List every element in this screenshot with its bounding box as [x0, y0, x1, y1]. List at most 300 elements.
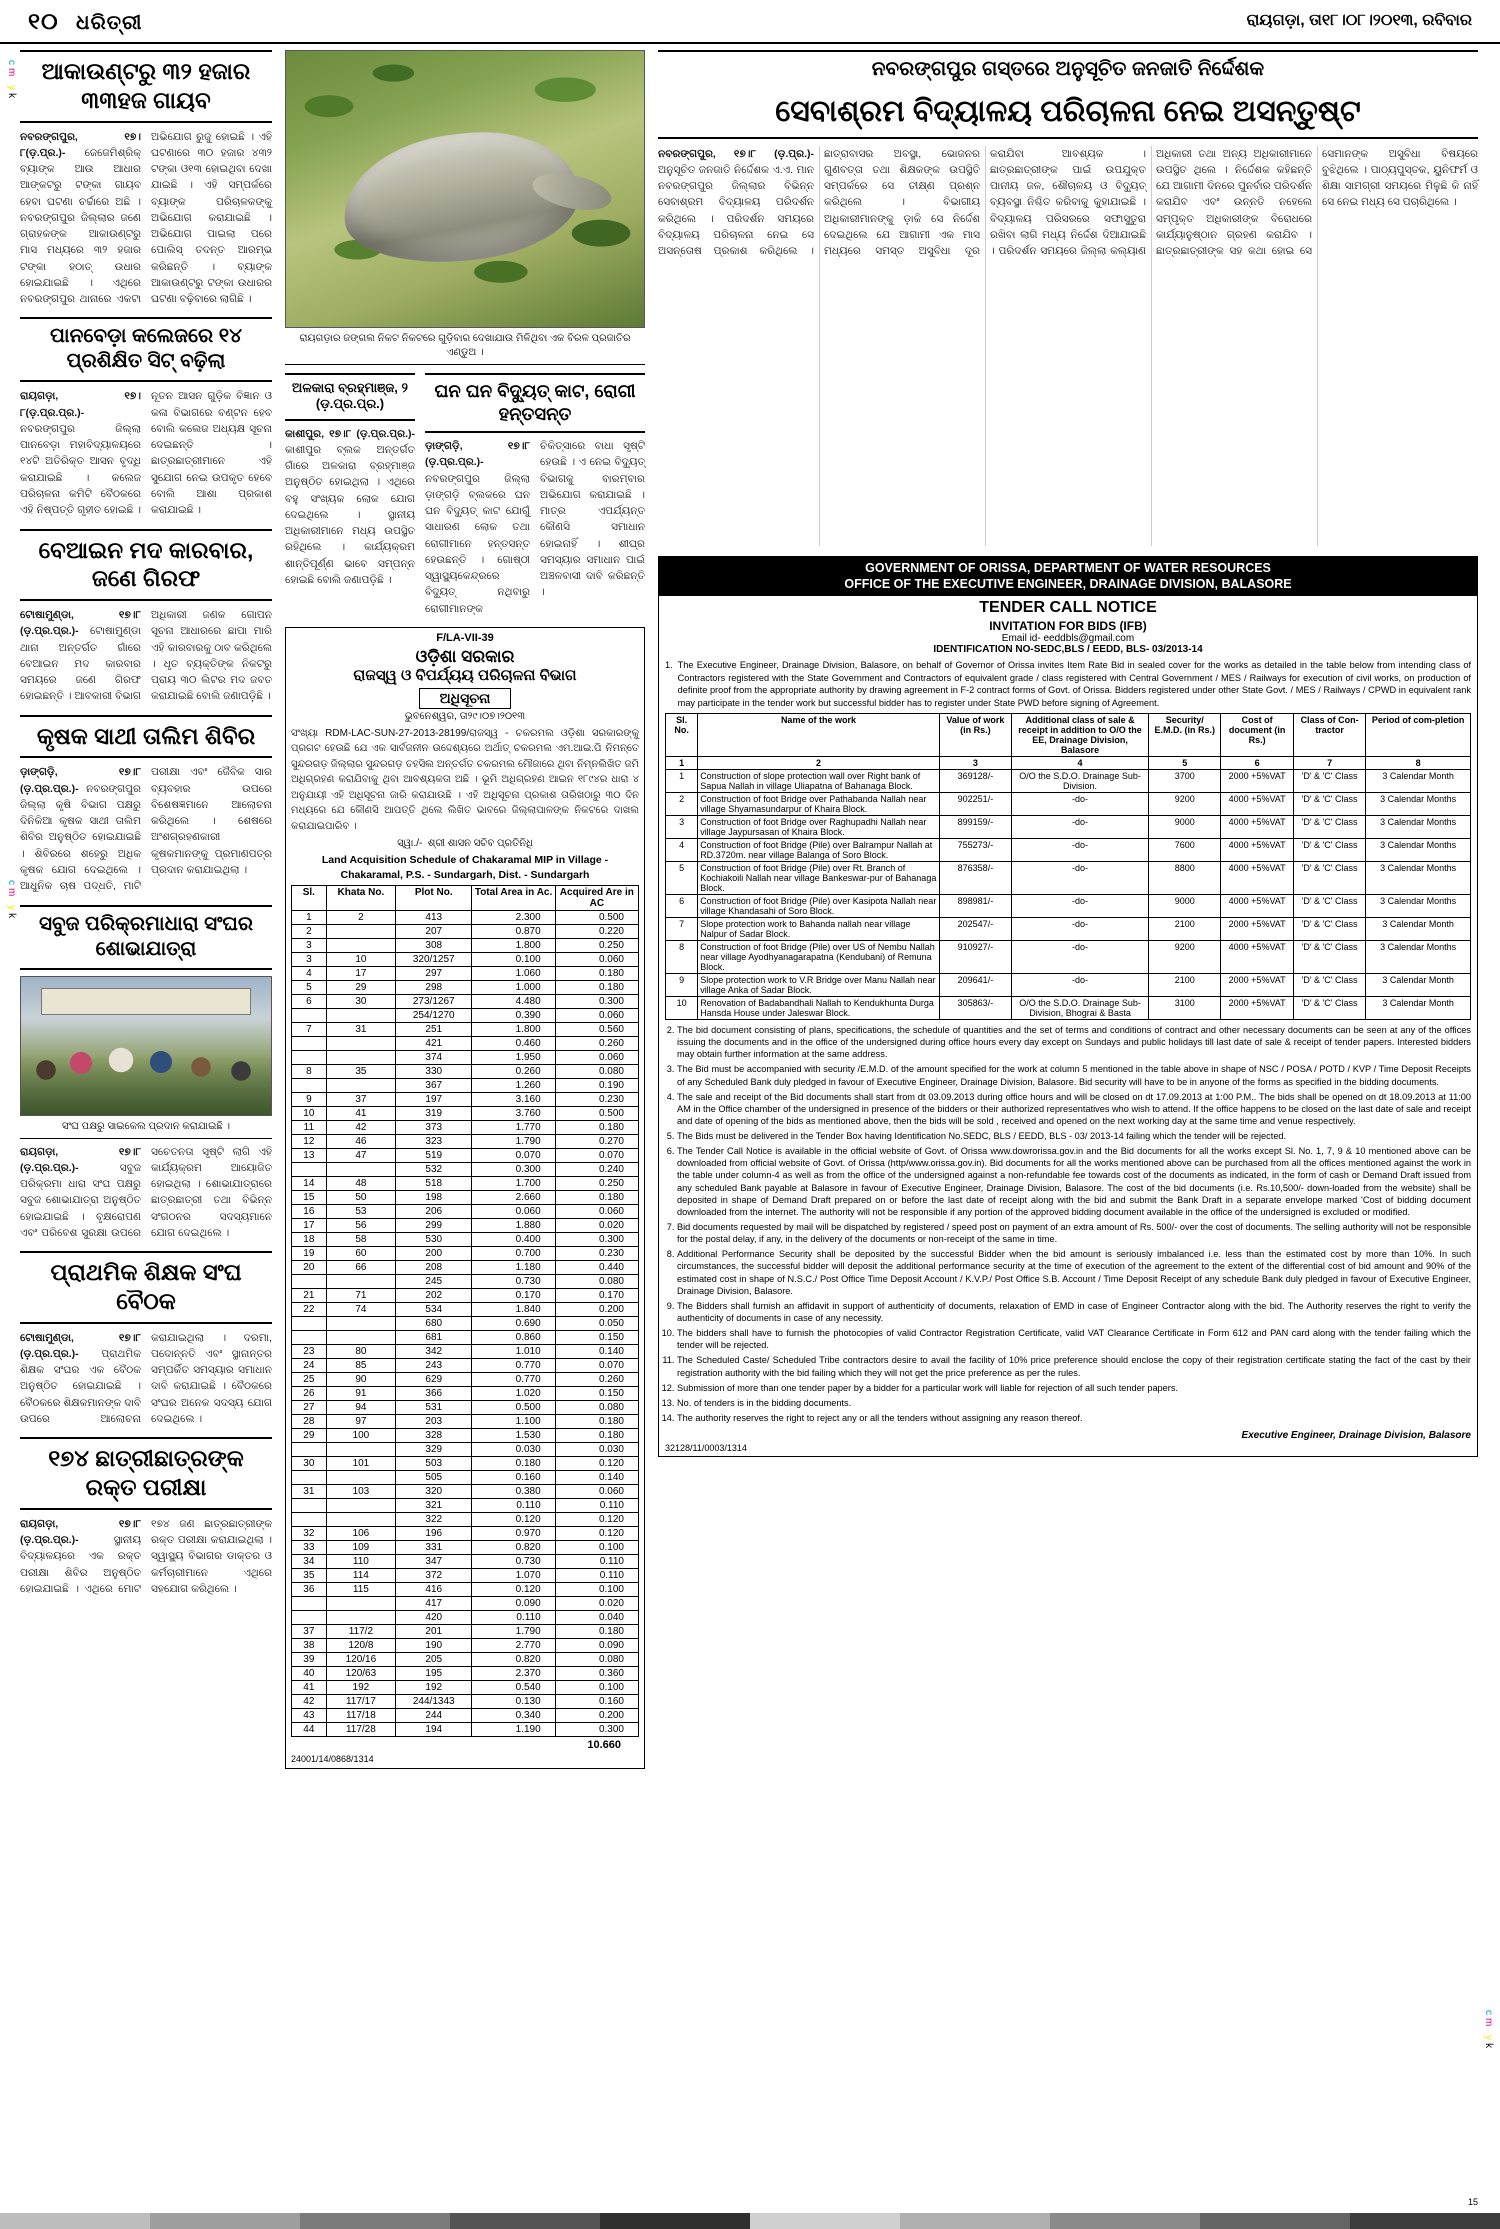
land-cell	[292, 1316, 327, 1330]
tender-subtitle: INVITATION FOR BIDS (IFB)	[989, 619, 1147, 634]
land-cell: 29	[292, 1428, 327, 1442]
ttn-2: 3	[939, 756, 1011, 769]
tender-cell: 202547/-	[939, 917, 1011, 940]
col2-story1-headline: ଅଳକାରା ବ୍ରହ୍ମାଞ୍ଜ, ୨ (ଡ଼.ପ୍ର.ପ୍ର.)	[285, 373, 415, 421]
tender-intro-row	[659, 659, 1477, 713]
table-row	[666, 973, 1471, 996]
tender-table-header-row	[666, 713, 1471, 756]
table-row	[292, 1148, 639, 1162]
land-cell	[326, 1316, 395, 1330]
table-row	[666, 792, 1471, 815]
chameleon-photo-caption: ରାୟଗଡ଼ାର ଜଙ୍ଗଲ ନିକଟ ନିକଟରେ ଗୁଡ଼ିବାର ଦେଖାଯାଉ ମିଳିଥିବା ଏକ ବିରଳ ପ୍ରଜାତିର ଏଣ୍ଡୁଅ ।	[285, 328, 645, 365]
table-row	[666, 940, 1471, 973]
table-row	[292, 1134, 639, 1148]
land-cell: 1.060	[472, 966, 555, 980]
story2-dateline: ରାୟଗଡ଼ା, ୧୭।୮(ଡ଼.ପ୍ର.ପ୍ର.)-	[20, 390, 141, 419]
column-1	[20, 50, 272, 1597]
land-cell: 0.110	[472, 1610, 555, 1624]
story4-body	[20, 764, 272, 894]
land-cell	[326, 1078, 395, 1092]
table-row	[292, 1022, 639, 1036]
tender-title: TENDER CALL NOTICE	[979, 599, 1157, 617]
land-cell: 321	[396, 1498, 472, 1512]
land-cell: 56	[326, 1218, 395, 1232]
tender-cell: Construction of foot Bridge over Raghupadhi Nallah near village Jaypursasan of Khaira Block.	[698, 815, 940, 838]
land-cell: 0.020	[555, 1218, 638, 1232]
land-cell	[326, 924, 395, 938]
tender-cell: 876358/-	[939, 861, 1011, 894]
land-cell: 1.260	[472, 1078, 555, 1092]
land-cell: 12	[292, 1134, 327, 1148]
land-cell: 372	[396, 1568, 472, 1582]
land-cell: 190	[396, 1638, 472, 1652]
land-cell: 0.730	[472, 1554, 555, 1568]
col3-body	[658, 146, 1478, 546]
tt-col-7: Period of com-pletion	[1366, 713, 1471, 756]
land-cell: 0.540	[472, 1680, 555, 1694]
land-cell: 417	[396, 1596, 472, 1610]
story6-text: ପ୍ରାଥମିକ ଶିକ୍ଷକ ସଂଘର ଏକ ବୈଠକ ଅନୁଷ୍ଠିତ ହୋଇଯାଇଛି । ବୈଠକରେ ଶିକ୍ଷକମାନଙ୍କ ଦାବି ଉପରେ ଆଲୋଚନା କରାଯାଇଥିଲା । ଦରମା, ପଦୋନ୍ନତି ଏବଂ ସ୍ଥାନାନ୍ତର ସମ୍ପର୍କିତ ସମସ୍ୟାର ସମାଧାନ ଦାବି କରାଯାଇଛି । ବୈଠକରେ ସଂଘର ଅନେକ ସଦସ୍ୟ ଯୋଗ ଦେଇଥିଲେ ।	[20, 1331, 272, 1425]
land-cell: 71	[326, 1288, 395, 1302]
land-cell: 28	[292, 1414, 327, 1428]
land-cell: 0.180	[555, 1428, 638, 1442]
tender-cell: 'D' & 'C' Class	[1293, 894, 1365, 917]
table-row	[292, 1680, 639, 1694]
land-cell	[292, 1274, 327, 1288]
land-cell: 0.820	[472, 1652, 555, 1666]
tender-cell: O/O the S.D.O. Drainage Sub-Division, Bhograi & Basta	[1012, 996, 1149, 1019]
table-row	[292, 1092, 639, 1106]
land-cell: 90	[326, 1372, 395, 1386]
tender-cell: 'D' & 'C' Class	[1293, 815, 1365, 838]
tender-cell: 3 Calendar Months	[1366, 792, 1471, 815]
land-cell: 0.150	[555, 1386, 638, 1400]
land-cell: 1.020	[472, 1386, 555, 1400]
land-cell: 329	[396, 1442, 472, 1456]
land-cell: 42	[326, 1120, 395, 1134]
table-row	[292, 1232, 639, 1246]
story5-body	[20, 1138, 272, 1242]
land-cell: 194	[396, 1722, 472, 1736]
land-cell: 15	[292, 1190, 327, 1204]
col2-story1	[285, 373, 415, 617]
land-cell: 323	[396, 1134, 472, 1148]
land-cell: 36	[292, 1582, 327, 1596]
tender-signature: Executive Engineer, Drainage Division, Balasore	[1241, 1430, 1471, 1442]
land-cell: 416	[396, 1582, 472, 1596]
tender-cell: -do-	[1012, 940, 1149, 973]
table-row	[292, 1414, 639, 1428]
land-cell: 22	[292, 1302, 327, 1316]
land-body: ସଂଖ୍ୟା RDM-LAC-SUN-27-2013-28199/ରାଜସ୍ୱ - ଚକରମଲ ଓଡ଼ିଶା ସରକାରଙ୍କୁ ପ୍ରଗଟ ହେଉଛି ଯେ ଏକ ସାର୍ବଜନୀନ ଉଦ୍ଦେଶ୍ୟରେ ଅର୍ଥାତ୍ ଚକରମଲ ଏମ.ଆଇ.ପି ନିମନ୍ତେ ସୁନ୍ଦରଗଡ଼ ଜିଲ୍ଲାର ସୁନ୍ଦରଗଡ଼ ତହସିଲ ଅନ୍ତର୍ଗତ ଚକରମଲ ମୌଜାରେ ଥିବା ନିମ୍ନଲିଖିତ ଜମି ଅଧିଗ୍ରହଣ କରାଯିବାକୁ ଥିବା ଆବଶ୍ୟକତା ଅଛି । ଭୂମି ଅଧିଗ୍ରହଣ ଆଇନ ୧୮୯୪ର ଧାରା ୪ ଅନୁଯାୟୀ ଏହି ଅଧିସୂଚନା ଜାରି କରାଯାଉଛି । ଏହି ଅଧିସୂଚନା ପ୍ରକାଶ ତାରିଖଠାରୁ ୩୦ ଦିନ ମଧ୍ୟରେ ଯେ କୌଣସି ଆପତ୍ତି ଥିଲେ ଲିଖିତ ଭାବରେ ଜିଲ୍ଲାପାଳଙ୍କ ନିକଟରେ ଦାଖଲ କରାଯାଇପାରିବ ।	[291, 727, 639, 832]
land-cell: 367	[396, 1078, 472, 1092]
land-cell	[292, 1498, 327, 1512]
col3-para4: ଛାତ୍ରଛାତ୍ରୀଙ୍କ ସହ କଥା ହୋଇ ସେ ସେମାନଙ୍କ ଅସୁବିଧା ବିଷୟରେ ବୁଝିଥିଲେ । ପାଠ୍ୟପୁସ୍ତକ, ୟୁନିଫର୍ମ ଓ ଶିକ୍ଷା ସାମଗ୍ରୀ ସମୟରେ ମିଳୁଛି କି ନାହିଁ ସେ ନେଇ ମଧ୍ୟ ସେ ପଚାରିଥିଲେ ।	[1156, 147, 1478, 258]
land-cell: 420	[396, 1610, 472, 1624]
tender-code: 32128/11/0003/1314	[665, 1443, 747, 1454]
land-cell: 1.100	[472, 1414, 555, 1428]
tender-cell: 8	[666, 940, 698, 973]
land-cell: 3.160	[472, 1092, 555, 1106]
land-cell: 0.770	[472, 1372, 555, 1386]
land-cell: 19	[292, 1246, 327, 1260]
land-cell: 58	[326, 1232, 395, 1246]
table-row	[292, 1106, 639, 1120]
land-cell: 201	[396, 1624, 472, 1638]
land-cell: 0.260	[555, 1036, 638, 1050]
land-cell: 299	[396, 1218, 472, 1232]
lt-col-2: Plot No.	[396, 885, 472, 910]
table-row	[292, 1036, 639, 1050]
land-cell: 0.100	[555, 1582, 638, 1596]
ttn-1: 2	[698, 756, 940, 769]
story7-body	[20, 1516, 272, 1597]
tt-col-4: Security/ E.M.D. (in Rs.)	[1148, 713, 1220, 756]
tender-header	[659, 557, 1477, 597]
table-row	[292, 1162, 639, 1176]
col2-story2	[425, 373, 645, 617]
col3-para1: ଅନୁସୂଚିତ ଜନଜାତି ନିର୍ଦ୍ଦେଶକ ଏ.ଏ. ମାନ ନବରଙ୍ଗପୁର ଜିଲ୍ଲାର ବିଭିନ୍ନ ସେବାଶ୍ରମ ବିଦ୍ୟାଳୟ ପରିଦର୍ଶନ କରିଥିଲେ । ପରିଦର୍ଶନ ସମୟରେ ବିଦ୍ୟାଳୟ ପରିଚାଳନା ନେଇ ସେ ଅସନ୍ତୋଷ ପ୍ରକାଶ କରିଥିଲେ । ଛାତ୍ରାବାସର ଅବସ୍ଥା, ଭୋଜନର ଗୁଣବତ୍ତା ତଥା ଶିକ୍ଷକଙ୍କ ଉପସ୍ଥିତି ସମ୍ପର୍କରେ ସେ ତୀକ୍ଷ୍ଣ ପ୍ରଶ୍ନ କରିଥିଲେ ।	[658, 147, 980, 258]
tender-cell: 2000 +5%VAT	[1221, 917, 1293, 940]
tender-cell: 3700	[1148, 769, 1220, 792]
land-cell: 0.050	[555, 1316, 638, 1330]
land-cell	[292, 1050, 327, 1064]
cmyk-mark-left: cm yk	[6, 60, 17, 102]
land-cell: 297	[396, 966, 472, 980]
land-cell: 366	[396, 1386, 472, 1400]
land-cell: 0.090	[555, 1638, 638, 1652]
land-cell: 328	[396, 1428, 472, 1442]
land-cell	[292, 1078, 327, 1092]
land-cell: 413	[396, 910, 472, 924]
land-cell: 1.530	[472, 1428, 555, 1442]
tender-cell: -do-	[1012, 917, 1149, 940]
tender-cell: 9000	[1148, 815, 1220, 838]
tender-cell: 305863/-	[939, 996, 1011, 1019]
story2-text: ନବରଙ୍ଗପୁର ଜିଲ୍ଲା ପାନବେଡ଼ା ମହାବିଦ୍ୟାଳୟରେ ୧୪ଟି ଅତିରିକ୍ତ ଆସନ ବୃଦ୍ଧି କରାଯାଇଛି । କଲେଜ ପରିଚାଳନା କମିଟି ବୈଠକରେ ଏହି ନିଷ୍ପତ୍ତି ଗୃହୀତ ହୋଇଛି । ନୂତନ ଆସନ ଗୁଡ଼ିକ ବିଜ୍ଞାନ ଓ କଳା ବିଭାଗରେ ବଣ୍ଟନ ହେବ ବୋଲି କଲେଜ ଅଧ୍ୟକ୍ଷ ସୂଚନା ଦେଇଛନ୍ତି । ଛାତ୍ରଛାତ୍ରୀମାନେ ଏହି ସୁଯୋଗ ନେଇ ଉପକୃତ ହେବେ ବୋଲି ଆଶା ପ୍ରକାଶ କରାଯାଇଛି ।	[20, 390, 272, 517]
land-cell: 9	[292, 1092, 327, 1106]
tt-col-0: Sl. No.	[666, 713, 698, 756]
land-cell: 0.270	[555, 1134, 638, 1148]
land-cell: 60	[326, 1246, 395, 1260]
table-row	[292, 1582, 639, 1596]
land-cell: 0.080	[555, 1274, 638, 1288]
tender-term: 8. Additional Performance Security shall be deposited by the successful Bidder when the bid amount is seriously imbalanced i.e. less than the estimated cost by more than 10%. In such circumstances, the successful bidder will deposit the additional performance security at the time of execution of the agreement to the extent of the differential cost of bid amount and 90% of the estimated cost in shape of N.S.C./ Post Office Time Deposit Account / K.V.P./ Post Office S.B. Account / Time Deposit Receipt of any schedule Bank duly pledged in favour of Executive Engineer, Drainage Division, Balasore.	[677, 1248, 1471, 1297]
land-cell: 0.340	[472, 1708, 555, 1722]
land-cell: 35	[326, 1064, 395, 1078]
ttn-0: 1	[666, 756, 698, 769]
tt-col-6: Class of Con-tractor	[1293, 713, 1365, 756]
land-cell: 103	[326, 1484, 395, 1498]
land-cell: 0.100	[555, 1680, 638, 1694]
tender-cell: 6	[666, 894, 698, 917]
story3-headline: ବେଆଇନ ମଦ କାରବାର, ଜଣେ ଗିରଫ	[20, 529, 272, 602]
story4-dateline: ଡ଼ାଙ୍ଗଡ଼ି, ୧୭।୮ (ଡ଼.ପ୍ର.ପ୍ର.)-	[20, 766, 141, 795]
tender-header-line2: OFFICE OF THE EXECUTIVE ENGINEER, DRAINAGE DIVISION, BALASORE	[844, 577, 1292, 592]
tender-cell: 8800	[1148, 861, 1220, 894]
land-cell: 39	[292, 1652, 327, 1666]
land-cell: 0.150	[555, 1330, 638, 1344]
land-cell	[292, 1610, 327, 1624]
tender-cell: 3 Calendar Month	[1366, 769, 1471, 792]
land-cell	[326, 1498, 395, 1512]
land-cell: 14	[292, 1176, 327, 1190]
table-row	[666, 838, 1471, 861]
story1-dateline: ନବରଙ୍ଗପୁର, ୧୭।୮(ଡ଼.ପ୍ର.)-	[20, 130, 141, 159]
land-cell: 0.200	[555, 1708, 638, 1722]
land-cell: 25	[292, 1372, 327, 1386]
tender-term: 11. The Scheduled Caste/ Scheduled Tribe contractors desire to avail the facility of 10% price preference should enclose the copy of their registration certificate stating the fact of the cast by their registration authority with the bid failing which they will not get the price preference as per the rules.	[677, 1354, 1471, 1378]
tender-cell: 4000 +5%VAT	[1221, 894, 1293, 917]
land-cell: 0.200	[555, 1302, 638, 1316]
table-row	[292, 1638, 639, 1652]
tender-term: 7. Bid documents requested by mail will be dispatched by registered / speed post on payment of an extra amount of Rs. 500/- over the cost of documents. The selling authority will not be responsible for the postal delay, if any, in the delivery of the documents or non-receipt of the same in time.	[677, 1221, 1471, 1245]
table-row	[292, 1078, 639, 1092]
land-cell: 196	[396, 1526, 472, 1540]
land-cell: 101	[326, 1456, 395, 1470]
land-cell: 200	[396, 1246, 472, 1260]
table-row	[292, 1176, 639, 1190]
land-cell: 373	[396, 1120, 472, 1134]
tender-cell: Slope protection work to Bahanda nallah near village Nalpur of Sadar Block.	[698, 917, 940, 940]
ttn-6: 7	[1293, 756, 1365, 769]
story1-text: ଜେଜେମିଶ୍ରିକ୍ ବ୍ୟାଙ୍କ ଆଉ ଆଧାର ଆଙ୍କଟରୁ ଟଙ୍କା ଗାୟବ ହେବା ଘଟଣା ଚର୍ଚ୍ଚାରେ ଅଛି । ନବରଙ୍ଗପୁର ଜିଲ୍ଲାର ଜଣେ ଗ୍ରାହକଙ୍କ ଆକାଉଣ୍ଟରୁ ମାସ ମଧ୍ୟରେ ୩୨ ହଜାର ଟଙ୍କା ହଠାତ୍ ଉଧାର ହୋଇଯାଇଛି । ଏଥିରେ ନବରଙ୍ଗପୁର ଥାନାରେ ଏକଟା ଅଭିଯୋଗ ରୁଜୁ ହୋଇଛି । ଏହି ଘଟଣାରେ ୩୦ ହଜାର ୪୩୨ ଟଙ୍କା ଓ୧୩ ହୋଇଥିବା ଦେଖା ଯାଇଛି । ଏହି ସମ୍ପର୍କରେ ବ୍ୟାଙ୍କ ପରିଚାଳକଙ୍କୁ ଅଭିଯୋଗ କରାଯାଇଛି । ଅଭିଯୋଗ ପାଇଲା ପରେ ପୋଲିସ୍ ତଦନ୍ତ ଆରମ୍ଭ କରିଛନ୍ତି । ବ୍ୟାଙ୍କ ଆକାଉଣ୍ଟରୁ ଟଙ୍କା ଉଧାରର ଘଟଣା ବଢ଼ିବାରେ ଲାଗିଛି ।	[20, 130, 272, 306]
tender-cell: Construction of foot Bridge (Pile) over Kasipota Nallah near village Khandasahi of Soro Block.	[698, 894, 940, 917]
col2-story2-headline: ଘନ ଘନ ବିଦ୍ୟୁତ୍ କାଟ, ରୋଗୀ ହନ୍ତସନ୍ତ	[425, 373, 645, 433]
col2-story2-body	[425, 438, 645, 617]
tender-title-block	[659, 596, 1477, 659]
table-row	[292, 1498, 639, 1512]
story3-text: ଟୋଷାମୁଣ୍ଡା ଥାନା ଅନ୍ତର୍ଗତ ଗାଁରେ ବେଆଇନ ମଦ କାରବାର ସମୟରେ ଜଣେ ଗିରଫ ହୋଇଛନ୍ତି । ଆବକାରୀ ବିଭାଗ ଅଧିକାରୀ ଜଣକ ଗୋପନ ସୂଚନା ଆଧାରରେ ଛାପା ମାରି ଏହି କାରବାରକୁ ଠାବ କରିଥିଲେ । ଧୃତ ବ୍ୟକ୍ତିଙ୍କ ନିକଟରୁ ପ୍ରାୟ ୩୦ ଲିଟର ମଦ ଜବତ କରାଯାଇଛି ବୋଲି ଜଣାପଡ଼ିଛି ।	[20, 609, 272, 703]
tender-cell: 4000 +5%VAT	[1221, 861, 1293, 894]
column-2	[285, 50, 645, 1769]
table-row	[292, 1596, 639, 1610]
land-cell: 0.180	[555, 1414, 638, 1428]
table-row	[292, 980, 639, 994]
land-cell: 0.180	[555, 1120, 638, 1134]
table-row	[292, 1400, 639, 1414]
land-cell	[326, 1610, 395, 1624]
land-cell: 0.100	[555, 1540, 638, 1554]
land-cell: 1.800	[472, 1022, 555, 1036]
tender-cell: -do-	[1012, 815, 1149, 838]
land-cell	[292, 1330, 327, 1344]
land-cell: 0.380	[472, 1484, 555, 1498]
story4-headline: କୃଷକ ସାଥୀ ତାଲିମ ଶିବିର	[20, 715, 272, 759]
tender-cell: Construction of foot Bridge over Pathabanda Nallah near village Shyamasundarpur of Khaira Block.	[698, 792, 940, 815]
table-row	[292, 1484, 639, 1498]
tender-cell: 2000 +5%VAT	[1221, 973, 1293, 996]
tender-cell: -do-	[1012, 792, 1149, 815]
tender-works-table	[665, 713, 1471, 1020]
land-cell: 6	[292, 994, 327, 1008]
land-cell: 4	[292, 966, 327, 980]
tender-cell: 9000	[1148, 894, 1220, 917]
land-cell: 30	[326, 994, 395, 1008]
story5-dateline: ରାୟଗଡ଼ା, ୧୭।୮ (ଡ଼.ପ୍ର.ପ୍ର.)-	[20, 1145, 141, 1174]
tender-cell: 2100	[1148, 973, 1220, 996]
tender-cell: 'D' & 'C' Class	[1293, 996, 1365, 1019]
tender-cell: 1	[666, 769, 698, 792]
land-cell: 244/1343	[396, 1694, 472, 1708]
tender-cell: Construction of slope protection wall over Right bank of Sapua Nallah in village Uliapatna of Bahanaga Block.	[698, 769, 940, 792]
land-cell: 35	[292, 1568, 327, 1582]
land-cell: 17	[326, 966, 395, 980]
story1-body	[20, 129, 272, 308]
land-cell: 117/17	[326, 1694, 395, 1708]
table-row	[292, 1190, 639, 1204]
col2-subrow	[285, 373, 645, 617]
land-acquisition-table	[291, 885, 639, 1737]
land-cell	[292, 1162, 327, 1176]
col2-story2-text: ନବରଙ୍ଗପୁର ଜିଲ୍ଲା ଡ଼ାଙ୍ଗଡ଼ି ବ୍ଲକରେ ଘନ ଘନ ବିଦ୍ୟୁତ୍ କାଟ ଯୋଗୁଁ ସାଧାରଣ ଲୋକ ତଥା ରୋଗୀମାନେ ହନ୍ତସନ୍ତ ହେଉଛନ୍ତି । ଗୋଷ୍ଠୀ ସ୍ୱାସ୍ଥ୍ୟକେନ୍ଦ୍ରରେ ବିଦ୍ୟୁତ୍ ନଥିବାରୁ ରୋଗୀମାନଙ୍କ ଚିକିତ୍ସାରେ ବାଧା ସୃଷ୍ଟି ହେଉଛି । ଏ ନେଇ ବିଦ୍ୟୁତ୍ ବିଭାଗକୁ ବାରମ୍ବାର ଅଭିଯୋଗ କରାଯାଇଛି । ମାତ୍ର ଏପର୍ଯ୍ୟନ୍ତ କୌଣସି ସମାଧାନ ହୋଇନାହିଁ । ଶୀଘ୍ର ସମସ୍ୟାର ସମାଧାନ ପାଇଁ ଅଞ୍ଚଳବାସୀ ଦାବି କରିଛନ୍ତି ।	[425, 440, 645, 615]
tt-col-5: Cost of document (in Rs.)	[1221, 713, 1293, 756]
land-cell: 320/1257	[396, 952, 472, 966]
land-cell: 208	[396, 1260, 472, 1274]
story5-photo-caption: ସଂଘ ପକ୍ଷରୁ ସାଇକେଲ ପ୍ରଦାନ କରାଯାଇଛି ।	[61, 1120, 231, 1132]
land-cell: 114	[326, 1568, 395, 1582]
tender-cell: -do-	[1012, 973, 1149, 996]
tender-term: 6. The Tender Call Notice is available in the official website of Govt. of Orissa www.dowrorissa.gov.in and the Bid documents for all the works except Sl. No. 1, 7, 9 & 10 mentioned above can be downloaded from official website of Govt. of Orissa (http/www.orissa.gov.in). Bid documents for all the works mentioned above can be purchased from all the offices mentioned against the work in the table under column-4 as well as from the office of the undersigned against a non-refundable fee towards cost of the documents as indicated, in the form of cash or Demand Draft issued from any scheduled Bank payable at Balasore in favour of Executive Engineer, Drainage Division, Balasore. The cost of the bid documents (i.e. Rs.10,500/- down-loaded from the website) shall be deposited in shape of Demand Draft prepared on or before the last date of receipt along with the bid and submit the Bank Draft in a separate envelope marked 'Cost of bidding document downloaded from the internet. The authority will not be responsible if any portion of the approved bidding document available in the office of the undersigned is excluded or modified.	[677, 1145, 1471, 1218]
land-cell: 0.060	[555, 1050, 638, 1064]
land-cell: 505	[396, 1470, 472, 1484]
land-cell: 120/63	[326, 1666, 395, 1680]
col3-headline: ସେବାଶ୍ରମ ବିଦ୍ୟାଳୟ ପରିଚାଳନା ନେଇ ଅସନ୍ତୁଷ୍ଟ	[658, 88, 1478, 139]
land-govt: ଓଡ଼ିଶା ସରକାର	[415, 646, 515, 666]
col2-story1-text: କାଶୀପୁର ବ୍ଲକ ଅନ୍ତର୍ଗତ ଗାଁରେ ଅଳକାରା ବ୍ରହ୍ମାଞ୍ଜ ଅନୁଷ୍ଠିତ ହୋଇଥିଲା । ଏଥିରେ ବହୁ ସଂଖ୍ୟକ ଲୋକ ଯୋଗ ଦେଇଥିଲେ । ସ୍ଥାନୀୟ ଅଧିକାରୀମାନେ ମଧ୍ୟ ଉପସ୍ଥିତ ରହିଥିଲେ । କାର୍ଯ୍ୟକ୍ରମ ଶାନ୍ତିପୂର୍ଣ୍ଣ ଭାବେ ସମ୍ପନ୍ନ ହୋଇଛି ବୋଲି ଜଣାପଡ଼ିଛି ।	[285, 443, 415, 586]
land-cell: 273/1267	[396, 994, 472, 1008]
tender-cell: 4000 +5%VAT	[1221, 815, 1293, 838]
tender-term: 4. The sale and receipt of the Bid documents shall start from dt 03.09.2013 during office hours and will be closed on dt 17.09.2013 at 1:00 P.M.. The bids shall be opened on dt 18.09.2013 at 11:00 AM in the Office chamber of the undersigned in presence of the bidders or their authorized representatives who wish to attend. If the office happens to be closed on the last date of sale and receipt and date of opening of the bids as mentioned above, then the bids will be sold , received and opened on the next working day at the same time and venue respectively.	[677, 1091, 1471, 1127]
story6-headline: ପ୍ରାଥମିକ ଶିକ୍ଷକ ସଂଘ ବୈଠକ	[20, 1251, 272, 1324]
land-cell: 0.030	[555, 1442, 638, 1456]
tender-cell: 4000 +5%VAT	[1221, 792, 1293, 815]
land-cell: 0.300	[555, 1722, 638, 1736]
tender-cell: 'D' & 'C' Class	[1293, 940, 1365, 973]
table-row	[292, 952, 639, 966]
land-cell: 308	[396, 938, 472, 952]
tender-cell: 3 Calendar Months	[1366, 861, 1471, 894]
land-cell: 0.250	[555, 1176, 638, 1190]
land-cell: 53	[326, 1204, 395, 1218]
land-cell: 117/28	[326, 1722, 395, 1736]
tender-cell: 3 Calendar Months	[1366, 940, 1471, 973]
land-cell: 24	[292, 1358, 327, 1372]
land-cell: 331	[396, 1540, 472, 1554]
land-cell: 0.240	[555, 1162, 638, 1176]
table-row	[292, 1302, 639, 1316]
land-cell	[292, 1470, 327, 1484]
land-cell	[326, 1330, 395, 1344]
land-cell: 48	[326, 1176, 395, 1190]
land-cell: 0.110	[555, 1554, 638, 1568]
land-cell: 0.070	[472, 1148, 555, 1162]
tender-cell: Construction of foot Bridge (Pile) over US of Nembu Nallah near village Ayodhyanagarapatna (Kendubani) of Remuna Block.	[698, 940, 940, 973]
land-cell: 0.120	[555, 1456, 638, 1470]
land-cell: 534	[396, 1302, 472, 1316]
table-row	[292, 1274, 639, 1288]
land-cell: 421	[396, 1036, 472, 1050]
land-cell: 31	[292, 1484, 327, 1498]
land-table-header-row	[292, 885, 639, 910]
table-row	[292, 1610, 639, 1624]
land-cell: 629	[396, 1372, 472, 1386]
col2-story1-dateline: କାଶୀପୁର, ୧୭।୮ (ଡ଼.ପ୍ର.ପ୍ର.)-	[285, 427, 415, 440]
land-cell: 0.460	[472, 1036, 555, 1050]
land-cell	[292, 1596, 327, 1610]
land-cell	[326, 1512, 395, 1526]
table-row	[292, 1694, 639, 1708]
land-cell: 0.140	[555, 1470, 638, 1484]
story2-headline: ପାନବେଡ଼ା କଲେଜରେ ୧୪ ପ୍ରଶିକ୍ଷିତ ସିଟ୍ ବଢ଼ିଲା	[20, 317, 272, 382]
land-cell: 0.030	[472, 1442, 555, 1456]
land-cell: 47	[326, 1148, 395, 1162]
land-cell: 0.170	[472, 1288, 555, 1302]
land-cell	[292, 1512, 327, 1526]
tender-cell: 2100	[1148, 917, 1220, 940]
story3-dateline: ଟୋଷାମୁଣ୍ଡା, ୧୭।୮ (ଡ଼.ପ୍ର.ପ୍ର.)-	[20, 609, 141, 638]
land-cell: 1.000	[472, 980, 555, 994]
tender-cell: 3 Calendar Month	[1366, 996, 1471, 1019]
land-cell: 530	[396, 1232, 472, 1246]
land-cell: 109	[326, 1540, 395, 1554]
land-cell: 0.870	[472, 924, 555, 938]
land-cell: 85	[326, 1358, 395, 1372]
land-table-title: Land Acquisition Schedule of Chakaramal MIP in Village - Chakaramal, P.S. - Sundargarh, Dist. - Sundargarh	[321, 854, 609, 881]
tender-term: 12. Submission of more than one tender paper by a bidder for a particular work will liable for rejection of all such tender papers.	[677, 1382, 1471, 1394]
tender-cell: Slope protection work to V.R Bridge over Manu Nallah near village Anka of Sadar Block.	[698, 973, 940, 996]
land-cell: 120/16	[326, 1652, 395, 1666]
land-cell: 66	[326, 1260, 395, 1274]
table-row	[292, 1288, 639, 1302]
land-cell: 37	[326, 1092, 395, 1106]
land-cell	[326, 1008, 395, 1022]
photo-banner	[41, 988, 251, 1016]
land-cell: 374	[396, 1050, 472, 1064]
land-signblock: ସ୍ୱା./- ଶ୍ରୀ ଶାସନ ସଚିବ ପ୍ରତିନିଧି	[397, 838, 533, 850]
land-cell: 319	[396, 1106, 472, 1120]
table-row	[292, 1050, 639, 1064]
land-cell: 38	[292, 1638, 327, 1652]
land-cell: 0.690	[472, 1316, 555, 1330]
table-row	[666, 996, 1471, 1019]
story5-text: ସବୁଜ ପରିକ୍ରମା ଧାରା ସଂଘ ପକ୍ଷରୁ ସବୁଜ ଶୋଭାଯାତ୍ରା ଅନୁଷ୍ଠିତ ହୋଇଯାଇଛି । ବୃକ୍ଷରୋପଣ ଏବଂ ପରିବେଶ ସୁରକ୍ଷା ଉପରେ ସଚେତନତା ସୃଷ୍ଟି ଲାଗି ଏହି କାର୍ଯ୍ୟକ୍ରମ ଆୟୋଜିତ ହୋଇଥିଲା । ଶୋଭାଯାତ୍ରାରେ ଛାତ୍ରଛାତ୍ରୀ ତଥା ବିଭିନ୍ନ ସଂଗଠନର ସଦସ୍ୟମାନେ ଯୋଗ ଦେଇଥିଲେ ।	[20, 1145, 272, 1239]
registration-color-bar	[0, 2213, 1500, 2229]
table-row	[292, 1470, 639, 1484]
land-cell: 27	[292, 1400, 327, 1414]
tender-cell: Construction of foot Bridge (Pile) over Rt. Branch of Kochiakoili Nallah near village Bankeswar-pur of Bahanaga Block.	[698, 861, 940, 894]
table-row	[292, 910, 639, 924]
story6-body	[20, 1330, 272, 1428]
tender-cell: 7	[666, 917, 698, 940]
tender-term: 9. The Bidders shall furnish an affidavit in support of authenticity of documents, relaxation of EMD in case of Engineer Contractor along with the bid. The Authority reserves the right to verify the authenticity of documents in case of any necessity.	[677, 1300, 1471, 1324]
land-cell: 11	[292, 1120, 327, 1134]
tender-cell: 4000 +5%VAT	[1221, 940, 1293, 973]
land-cell: 0.160	[472, 1470, 555, 1484]
tender-cell: 3100	[1148, 996, 1220, 1019]
land-cell: 0.400	[472, 1232, 555, 1246]
land-cell: 519	[396, 1148, 472, 1162]
land-cell: 0.500	[472, 1400, 555, 1414]
land-cell: 117/2	[326, 1624, 395, 1638]
land-cell: 0.700	[472, 1246, 555, 1260]
story2-body	[20, 388, 272, 518]
land-cell: 0.730	[472, 1274, 555, 1288]
land-cell: 34	[292, 1554, 327, 1568]
land-cell: 203	[396, 1414, 472, 1428]
table-row	[292, 1708, 639, 1722]
tender-email: Email id- eeddbls@gmail.com	[1001, 633, 1135, 645]
